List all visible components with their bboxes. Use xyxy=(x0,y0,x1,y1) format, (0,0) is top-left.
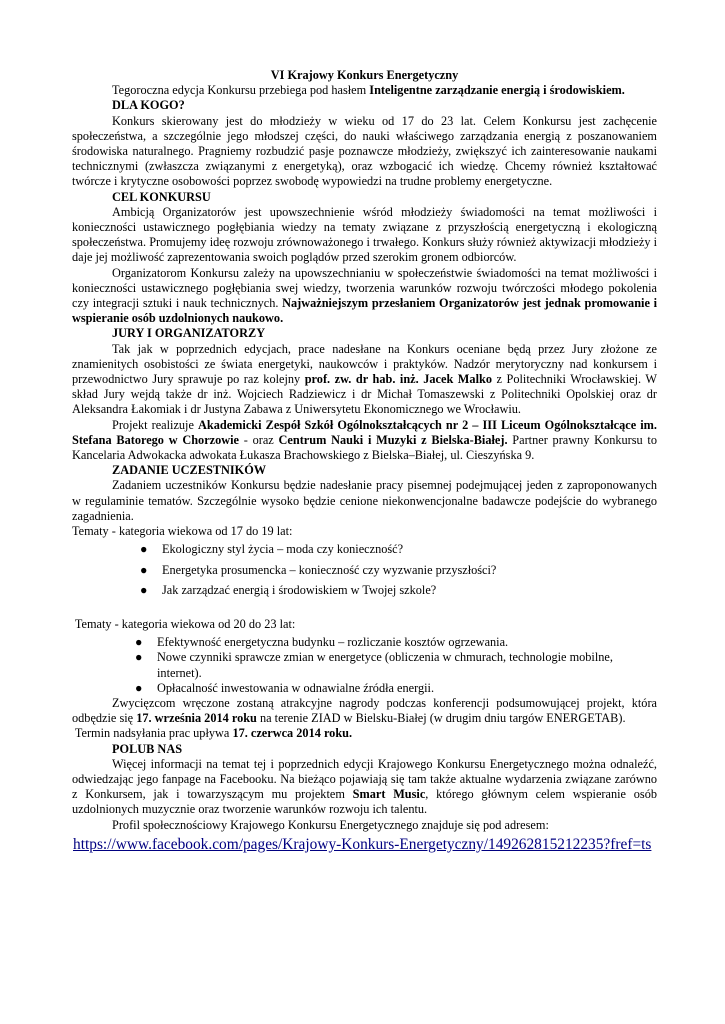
heading-cel-konkursu: CEL KONKURSU xyxy=(112,189,211,204)
topic-text: Jak zarządzać energią i środowiskiem w Twojej szkole? xyxy=(162,582,437,597)
organizer-centre: Centrum Nauki i Muzyki z Bielska-Białej. xyxy=(278,432,508,447)
list-item xyxy=(134,542,657,557)
dla-kogo-paragraph: Konkurs skierowany jest do młodzieży w wieku od 17 do 23 lat. Celem Konkursu jest zachęcenie społeczeństwa, a szczególnie jego młodszej części, do nauki właściwego zarządzania energią z poszanowaniem środowiska naturalnego. Pragniemy rozbudzić pasje poznawcze młodzieży, zwiększyć ich zainteresowanie naukami technicznymi (zwłaszcza związanymi z energetyką), oraz wzbogacić ich wiedzę. Chcemy również kształtować twórcze i krytyczne osobowości poprzez swobodę wypowiedzi na trudne problemy energetyczne. xyxy=(72,113,657,189)
cel-paragraph-2-bold: Najważniejszym przesłaniem Organizatorów jest jednak promowanie i wspieranie osób uzdolnionych naukowo. xyxy=(72,296,657,326)
heading-dla-kogo: DLA KOGO? xyxy=(112,98,185,113)
prizes-text-b: na terenie ZIAD w Bielsku-Białej (w drugim dniu targów ENERGETAB). xyxy=(256,711,626,726)
topics-group-2-list xyxy=(129,635,657,696)
cel-paragraph-2-text: Organizatorom Konkursu zależy na upowszechnianiu w społeczeństwie świadomości na temat możliwości i konieczności ustawicznego pogłębiania swej wiedzy, tworzenia warunków rozwoju twórczości młodego pokolenia czy integracji sztuki i nauk technicznych. xyxy=(72,265,657,311)
topics-group-1-label: Tematy - kategoria wiekowa od 17 do 19 lat: xyxy=(72,524,293,539)
zadanie-paragraph: Zadaniem uczestników Konkursu będzie nadesłanie pracy pisemnej podejmującej jeden z zaproponowanych w regulaminie tematów. Szczególnie wysoko będzie cenione niekonwencjonalne badawcze podejście do wybranego zagadnienia. xyxy=(72,478,657,523)
bullet-icon: ● xyxy=(140,562,148,577)
heading-zadanie: ZADANIE UCZESTNIKÓW xyxy=(112,463,267,478)
deadline-text: Termin nadsyłania prac upływa xyxy=(72,726,233,741)
jury-chair: prof. zw. dr hab. inż. Jacek Malko xyxy=(304,372,492,387)
list-item xyxy=(134,583,657,598)
document-title: VI Krajowy Konkurs Energetyczny xyxy=(270,68,459,82)
cel-paragraph-1: Ambicją Organizatorów jest upowszechnienie wśród młodzieży świadomości na temat możliwości i konieczności ustawicznego pogłębiania wiedzy na tematy związane z przyszłością energetyczną i ekologiczną społeczeństwa. Promujemy ideę rozwoju zrównoważonego i trwałego. Konkurs służy również aktywizacji młodzieży i daje jej możliwość zaprezentowania swoich poglądów przed szerokim gronem odbiorców. xyxy=(72,204,657,265)
organizers-text-b: - oraz xyxy=(239,432,279,447)
bullet-icon: ● xyxy=(140,542,148,557)
organizers-text-c: Partner prawny Konkursu to Kancelaria Adwokacka adwokata Łukasza Brachowskiego z Bielska–Białej, ul. Cieszyńska 9. xyxy=(72,432,657,463)
cel-paragraph-2 xyxy=(72,266,657,327)
intro-text: Tegoroczna edycja Konkursu przebiega pod hasłem xyxy=(112,83,370,98)
polub-text-b: , którego głównym celem wspieranie osób uzdolnionych muzycznie oraz tworzenie warunków rozwoju ich talentu. xyxy=(72,787,657,817)
document-page xyxy=(72,68,657,854)
intro-paragraph xyxy=(72,83,657,98)
spacer xyxy=(72,603,657,617)
topics-group-1-list xyxy=(134,542,657,598)
bullet-icon: ● xyxy=(135,635,143,650)
list-item xyxy=(129,681,657,696)
organizers-text-a: Projekt realizuje xyxy=(112,417,198,432)
deadline-paragraph xyxy=(72,726,657,741)
bullet-icon: ● xyxy=(135,650,143,665)
topic-text: Energetyka prosumencka – konieczność czy wyzwanie przyszłości? xyxy=(162,562,497,577)
topic-text: Opłacalność inwestowania w odnawialne źródła energii. xyxy=(157,680,435,695)
profile-paragraph: Profil społecznościowy Krajowego Konkursu Energetycznego znajduje się pod adresem: xyxy=(112,817,549,832)
list-item xyxy=(134,563,657,578)
jury-paragraph xyxy=(72,342,657,418)
organizer-school: Akademicki Zespół Szkół Ogólnokształcących nr 2 – III Liceum Ogólnokształcące im. Stefana Batorego w Chorzowie xyxy=(72,417,657,447)
organizers-paragraph xyxy=(72,418,657,464)
prizes-text-a: Zwycięzcom wręczone zostaną atrakcyjne nagrody podczas konferencji podsumowującej projekt, która odbędzie się xyxy=(72,695,657,726)
list-item xyxy=(129,650,657,680)
topic-text: Nowe czynniki sprawcze zmian w energetyce (obliczenia w chmurach, technologie mobilne, internet). xyxy=(157,650,613,680)
heading-polub-nas: POLUB NAS xyxy=(112,741,183,756)
topics-group-2-label: Tematy - kategoria wiekowa od 20 do 23 lat: xyxy=(72,616,296,631)
conference-date: 17. września 2014 roku xyxy=(136,711,257,726)
smart-music: Smart Music xyxy=(352,787,426,802)
list-item xyxy=(129,635,657,650)
prizes-paragraph xyxy=(72,696,657,726)
bullet-icon: ● xyxy=(135,680,143,695)
polub-paragraph xyxy=(72,757,657,818)
deadline-date: 17. czerwca 2014 roku. xyxy=(232,726,353,741)
topic-text: Efektywność energetyczna budynku – rozliczanie kosztów ogrzewania. xyxy=(157,635,509,650)
topic-text: Ekologiczny styl życia – moda czy konieczność? xyxy=(162,542,404,557)
facebook-link[interactable]: https://www.facebook.com/pages/Krajowy-Konkurs-Energetyczny/149262815212235?fref=ts xyxy=(73,835,652,853)
polub-text-a: Więcej informacji na temat tej i poprzednich edycji Krajowego Konkursu Energetycznego można odnaleźć, odwiedzając jego fanpage na Facebooku. Na bieżąco pojawiają się tam także aktualne wydarzenia związane zarówno z Konkursem, jak i towarzyszącym mu projektem xyxy=(72,756,657,802)
jury-text-a: Tak jak w poprzednich edycjach, prace nadesłane na Konkurs oceniane będą przez Jury złożone ze znamienitych osobistości ze świata energetyki, naukowców i praktyków. Nadzór merytoryczny nad konkursem i przewodnictwo Jury sprawuje po raz kolejny xyxy=(72,341,657,387)
bullet-icon: ● xyxy=(140,582,148,597)
heading-jury: JURY I ORGANIZATORZY xyxy=(112,326,266,341)
intro-slogan: Inteligentne zarządzanie energią i środowiskiem. xyxy=(369,83,625,98)
jury-text-b: z Politechniki Wrocławskiej. W skład Jury wejdą także dr inż. Wojciech Radziewicz i dr Michał Tomaszewski z Politechniki Opolskiej oraz dr Aleksandra Łakomiak i dr Justyna Zabawa z Uniwersytetu Ekonomicznego we Wrocławiu. xyxy=(72,372,658,417)
